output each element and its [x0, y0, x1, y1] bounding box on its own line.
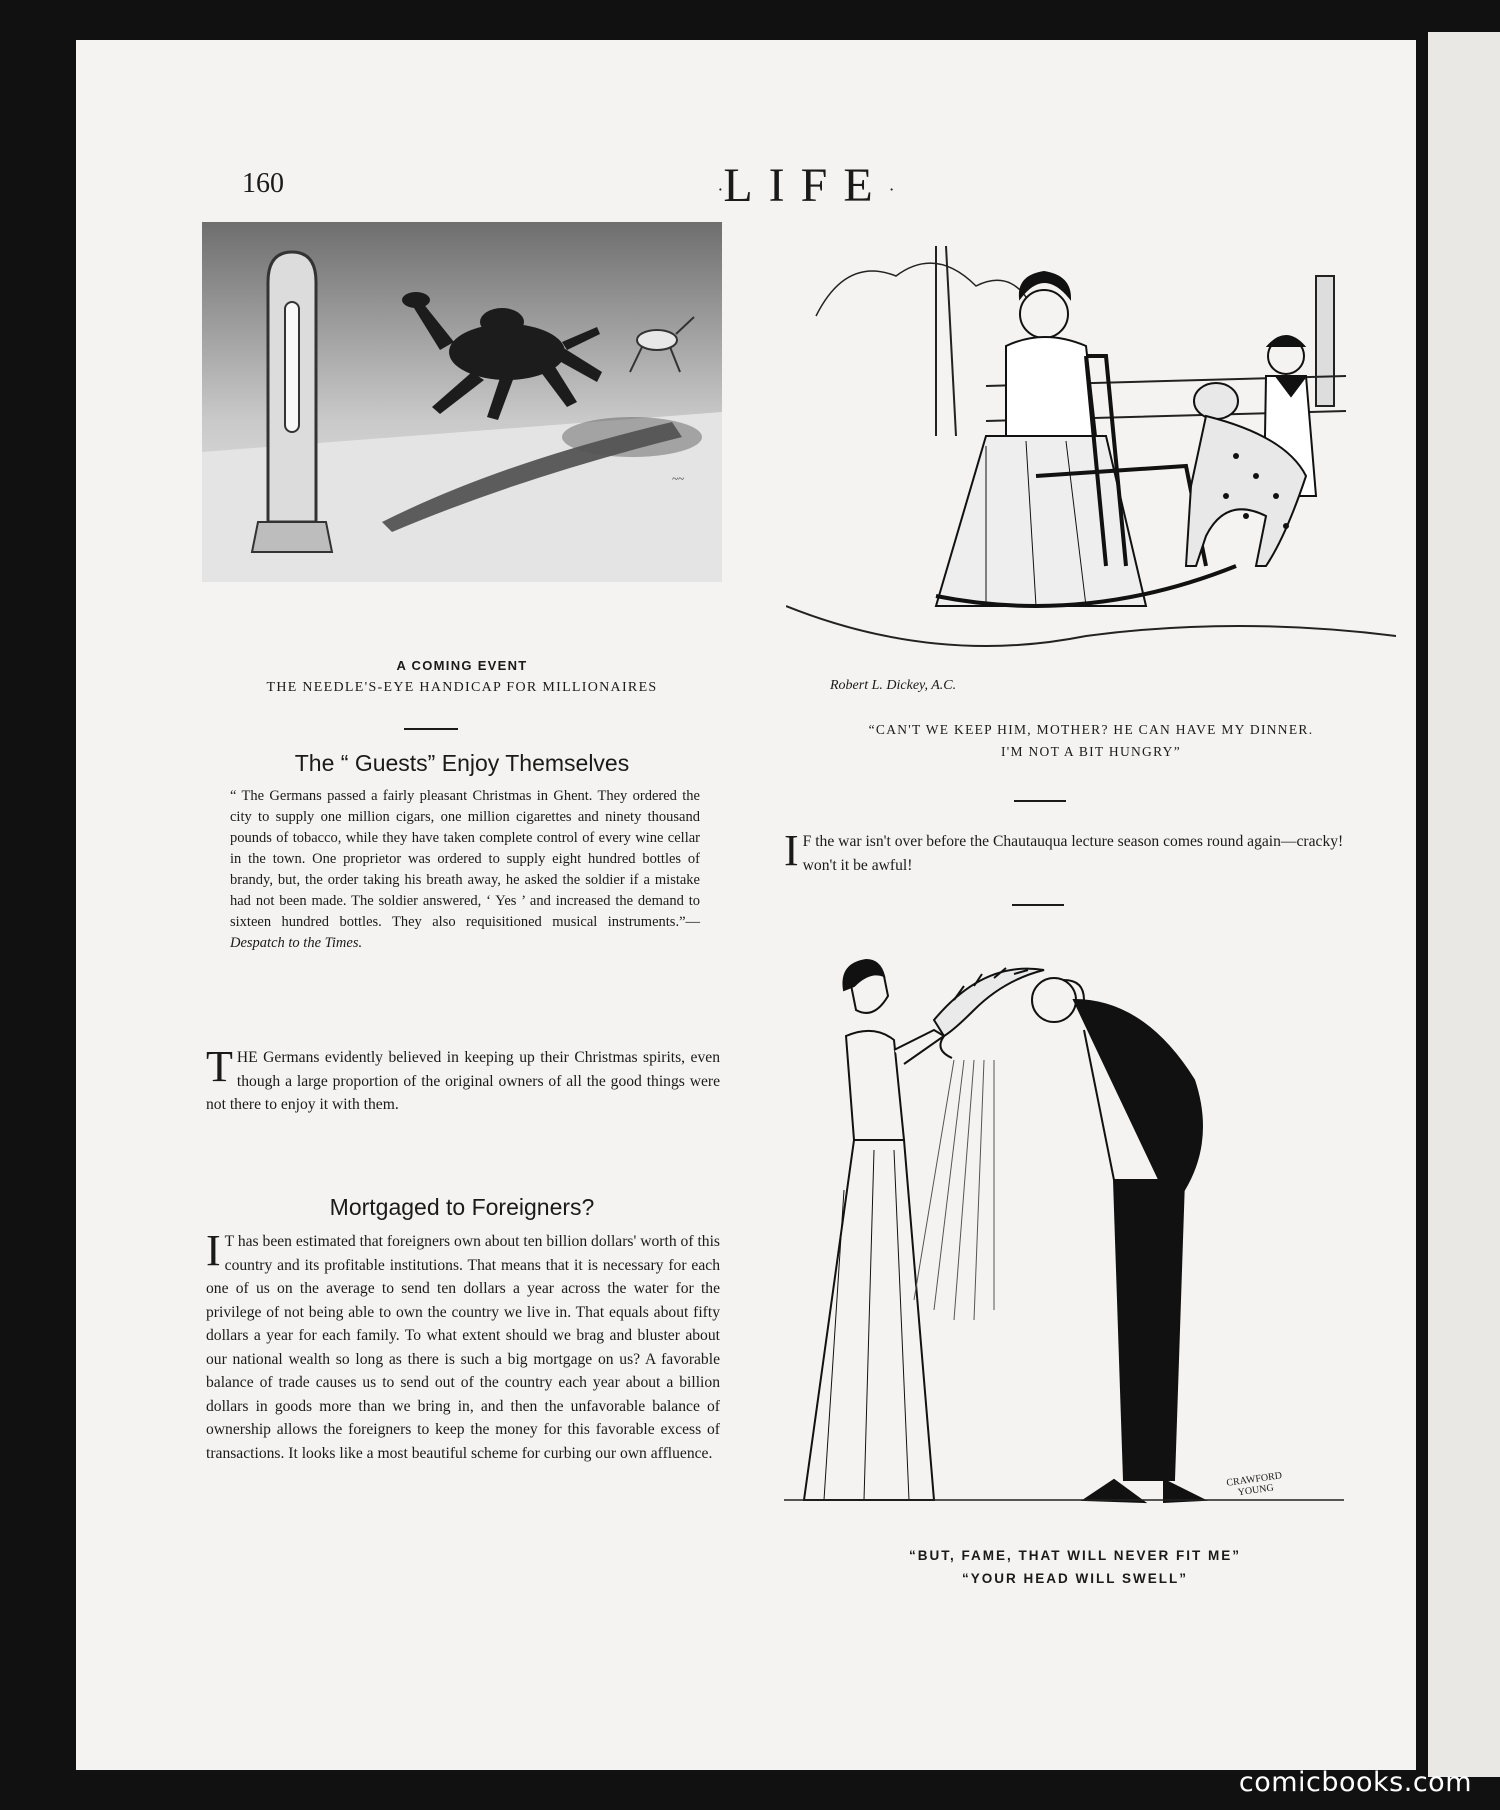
cartoon-race-caption-subtitle: THE NEEDLE'S-EYE HANDICAP FOR MILLIONAIRES — [266, 680, 658, 695]
quote-text: “ The Germans passed a fairly pleasant Christmas in Ghent. They ordered the city to supply one million cigars, one million cigarettes and ninety thousand pounds of tobacco, while they have taken complete control of every wine cellar in the town. One proprietor was ordered to supply eight hundred bottles of brandy, but, the order taking his breath away, he asked the soldier if a mistake had not been made. The soldier answered, ‘ Yes ’ and increased the demand to sixteen hundred bottles. They also requisitioned musical instruments.”— — [230, 788, 700, 930]
divider-rule — [1014, 800, 1066, 802]
article-guests-body — [206, 1042, 720, 1117]
fame-drawing — [784, 940, 1344, 1520]
cartoon-dog-caption-line2: I'M NOT A BIT HUNGRY” — [1001, 744, 1181, 759]
dog-drawing — [786, 236, 1396, 672]
cartoon-race-caption-title: A COMING EVENT — [396, 658, 528, 673]
masthead — [656, 158, 956, 213]
divider-rule — [1012, 904, 1064, 906]
divider-rule — [404, 728, 458, 730]
chautauqua-paragraph — [784, 826, 1366, 877]
magazine-page — [76, 40, 1416, 1770]
article-guests-heading: The “ Guests” Enjoy Themselves — [294, 750, 630, 776]
race-drawing — [202, 222, 722, 582]
cartoon-fame-caption-line2: “YOUR HEAD WILL SWELL” — [962, 1571, 1188, 1586]
page-number: 160 — [242, 168, 284, 199]
cartoon-fame-signature: CRAWFORD YOUNG — [1225, 1470, 1283, 1499]
cartoon-dog-signature: Robert L. Dickey, A.C. — [830, 678, 957, 693]
cartoon-fame-illustration — [784, 940, 1344, 1520]
cartoon-race-illustration — [202, 222, 722, 582]
masthead-title: LIFE — [723, 159, 889, 212]
article-mortgaged-heading: Mortgaged to Foreigners? — [329, 1194, 595, 1220]
cartoon-dog-caption-line1: “CAN'T WE KEEP HIM, MOTHER? HE CAN HAVE MY DINNER. — [868, 722, 1314, 737]
dropcap: T — [206, 1042, 233, 1091]
article-guests-quote — [230, 786, 700, 954]
body-text: HE Germans evidently believed in keeping up their Christmas spirits, even though a large proportion of the original owners of all the good things were not there to enjoy it with them. — [206, 1049, 720, 1113]
adjacent-page-edge — [1428, 32, 1500, 1777]
dropcap: I — [206, 1226, 221, 1275]
cartoon-dog-illustration — [786, 236, 1396, 672]
article-mortgaged-body — [206, 1226, 720, 1465]
dropcap: I — [784, 826, 799, 875]
masthead-dot-left: · — [717, 179, 724, 200]
body-text: T has been estimated that foreigners own about ten billion dollars' worth of this country and its profitable institutions. That means that it is necessary for each one of us on the average to send ten dollars a year across the water for the privilege of not being able to own the country we live in. That equals about fifty dollars a year for each family. To what extent should we brag and bluster about our national wealth so long as there is such a big mortgage on us? A favorable balance of trade causes us to send out of the country each year about a billion dollars in goods more than we bring in, and then the unfavorable balance of ownership allows the foreigners to keep the money for this favorable excess of transactions. It looks like a most beautiful scheme for curbing our own affluence. — [206, 1233, 720, 1462]
quote-source: Despatch to the Times. — [230, 935, 363, 951]
watermark: comicbooks.com — [1238, 1767, 1472, 1798]
cartoon-fame-caption-line1: “BUT, FAME, THAT WILL NEVER FIT ME” — [909, 1548, 1241, 1563]
svg-text:~~: ~~ — [672, 473, 684, 485]
masthead-dot-right: · — [888, 179, 895, 200]
paragraph-text: F the war isn't over before the Chautauqua lecture season comes round again—cracky! won't it be awful! — [802, 833, 1344, 874]
